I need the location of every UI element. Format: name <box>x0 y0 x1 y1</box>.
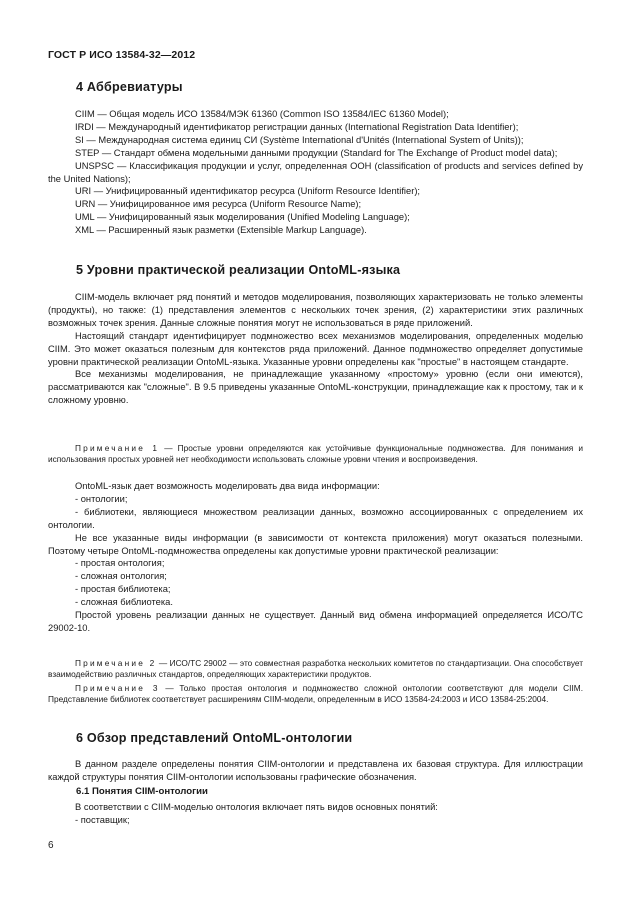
section-6-intro <box>48 758 583 784</box>
section-6-title: 6 Обзор представлений OntoML-онтологии <box>76 731 353 745</box>
subsection-6-1-intro: В соответствии с CIIM-моделью онтология включает пять видов основных понятий: <box>75 802 438 812</box>
concept-item: - поставщик; <box>75 814 130 825</box>
subset-item: - сложная онтология; <box>75 571 167 582</box>
subset-item: - сложная библиотека. <box>75 597 173 608</box>
subset-item: - простая онтология; <box>75 558 165 569</box>
section-4-title: 4 Аббревиатуры <box>76 80 183 94</box>
page-number: 6 <box>48 840 54 851</box>
section-5-body <box>48 291 583 407</box>
simple-level-paragraph: Простой уровень реализации данных не существует. Данный вид обмена информацией определяется ИСО/ТС 29002-10. <box>48 610 583 633</box>
abbr-unspsc: UNSPSC — Классификация продукции и услуг, определенная ООН (classification of products and services defined by the United Nations); <box>48 160 583 184</box>
note-2-label: Примечание 2 <box>75 658 157 668</box>
abbreviations-list <box>48 108 583 237</box>
abbr-uml: UML — Унифицированный язык моделирования (Unified Modeling Language); <box>75 212 410 223</box>
subsets-intro: Не все указанные виды информации (в зависимости от контекста приложения) могут оказаться полезными. Поэтому четыре OntoML-подмножества определены как допустимые уровни практической реализации: <box>48 532 583 556</box>
note-2-text: — ИСО/ТС 29002 — это совместная разработка нескольких комитетов по стандартизации. Она способствует взаимодействию различных стандартов, определяющих характеристики продуктов. <box>48 658 584 680</box>
abbr-si: SI — Международная система единиц СИ (Système International d'Unités (International System of Units)); <box>75 134 524 145</box>
section-5-title: 5 Уровни практической реализации OntoML-языка <box>76 263 401 277</box>
kind-item: - онтологии; <box>75 493 128 504</box>
abbr-xml: XML — Расширенный язык разметки (Extensible Markup Language). <box>75 225 367 236</box>
kinds-intro: OntoML-язык дает возможность моделировать два вида информации: <box>75 481 380 491</box>
note-1-label: Примечание 1 <box>75 443 160 453</box>
subsection-6-1-body <box>48 801 583 827</box>
abbr-urn: URN — Унифицированное имя ресурса (Uniform Resource Name); <box>75 199 362 210</box>
note-3-text: — Только простая онтология и подмножество сложной онтологии соответствуют для модели CIIM. Представление библиотек соответствует расширениям CIIM-модели, определенным в ИСО 13584-24:2003 и ИСО 13584-25:2004. <box>48 683 584 705</box>
note-2 <box>48 658 583 680</box>
section-5-paragraph: Все механизмы моделирования, не принадлежащие указанному «простому» уровню (если они имеются), рассматриваются как "сложные". В 9.5 приведены указанные OntoML-конструкции, принадлежащие как к простому, так и к сложному уровню. <box>48 369 583 406</box>
abbr-step: STEP — Стандарт обмена модельными данными продукции (Standard for The Exchange of Product model data); <box>75 147 558 158</box>
section-5-paragraph: CIIM-модель включает ряд понятий и методов моделирования, позволяющих характеризовать не только элементы (продукты), но также: (1) представления элементов с нескольких точек зрения, (2) характеристики этих различных возможных точек зрения. Данные сложные понятия могут не использоваться в ряде приложений. <box>48 292 583 328</box>
running-header: ГОСТ Р ИСО 13584-32—2012 <box>48 49 196 61</box>
section-6-paragraph: В данном разделе определены понятия CIIM-онтологии и представлена их базовая структура. Для иллюстрации каждой структуры понятия CIIM-онтологии использованы графические обозначения. <box>48 759 583 782</box>
abbr-irdi: IRDI — Международный идентификатор регистрации данных (International Registration Data Identifier); <box>75 121 519 132</box>
section-5-paragraph: Настоящий стандарт идентифицирует подмножество всех механизмов моделирования, определенных моделью CIIM. Это может оказаться полезным для контекстов ряда приложений. Данное подмножество определяет допустимые уровни практической реализации OntoML-языка. Указанные уровни определены как "простые" в настоящем стандарте. <box>48 330 583 367</box>
information-kinds <box>48 480 583 635</box>
note-3 <box>48 683 583 705</box>
subset-item: - простая библиотека; <box>75 584 171 595</box>
kind-item: - библиотеки, являющиеся множеством реализации данных, возможно ассоциированных с определением их онтологии. <box>48 506 583 530</box>
abbr-uri: URI — Унифицированный идентификатор ресурса (Uniform Resource Identifier); <box>75 186 421 197</box>
note-1-text: — Простые уровни определяются как устойчивые функциональные подмножества. Для понимания и использования простых уровней нет необходимости использовать сложные уровни чтения и воспроизведения. <box>48 443 584 465</box>
abbr-ciim: CIIM — Общая модель ИСО 13584/МЭК 61360 (Common ISO 13584/IEC 61360 Model); <box>75 109 449 119</box>
subsection-6-1-title: 6.1 Понятия CIIM-онтологии <box>76 786 208 797</box>
note-1 <box>48 443 583 465</box>
note-3-label: Примечание 3 <box>75 683 160 693</box>
